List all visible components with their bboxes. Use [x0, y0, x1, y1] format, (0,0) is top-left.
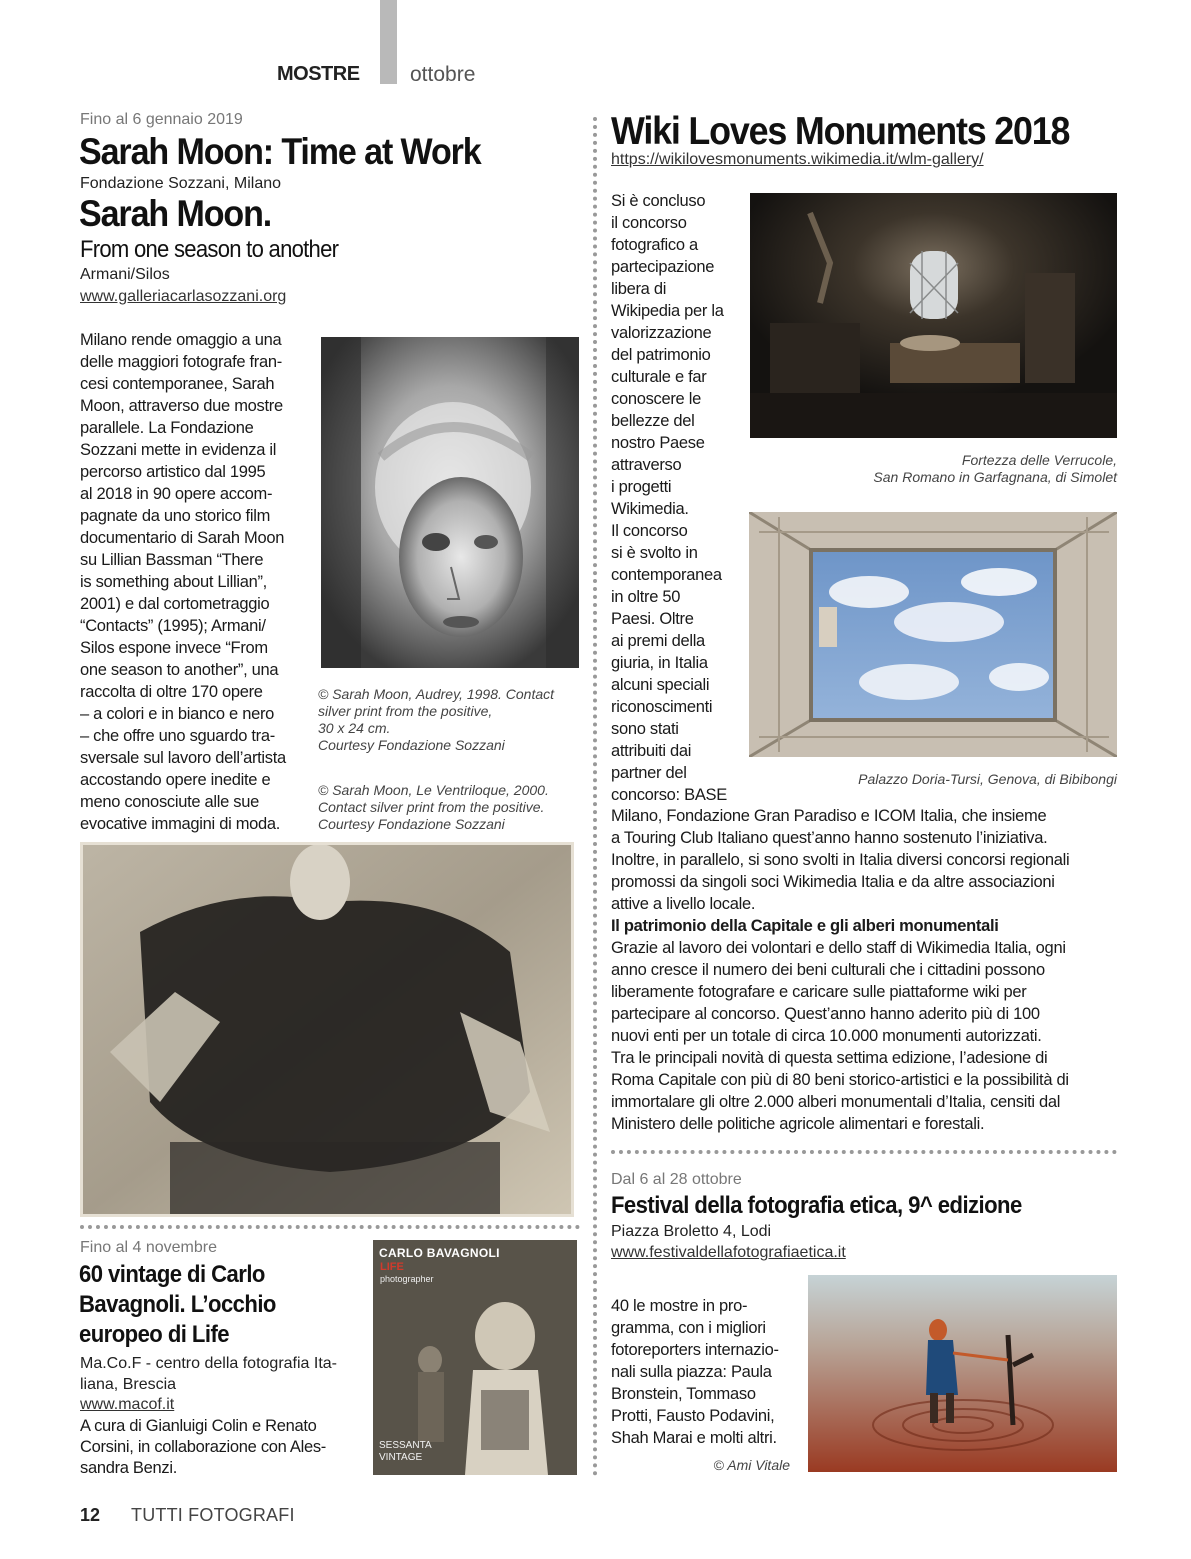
body-line: Grazie al lavoro dei volontari e dello staff di Wikimedia Italia, ogni — [611, 939, 1066, 957]
body-line: anno cresce il numero dei beni culturali che i cittadini possono — [611, 961, 1045, 979]
book-bottom2: VINTAGE — [379, 1452, 423, 1463]
body-line: accostando opere inedite e — [80, 771, 271, 789]
body-line: attraverso — [611, 456, 682, 474]
palazzo-caption: Palazzo Doria-Tursi, Genova, di Bibibongi — [858, 771, 1117, 787]
body-line: delle maggiori fotografe fran- — [80, 353, 282, 371]
book-bottom1: SESSANTA — [379, 1440, 432, 1451]
sarah-url-link[interactable]: www.galleriacarlasozzani.org — [80, 288, 287, 305]
body-line: Paesi. Oltre — [611, 610, 694, 628]
sarah-subtitle2: From one season to another — [80, 236, 339, 263]
bavagnoli-body — [80, 1416, 326, 1479]
body-line: Inoltre, in parallelo, si sono svolti in Italia diversi concorsi regionali — [611, 851, 1070, 869]
body-line: A cura di Gianluigi Colin e Renato — [80, 1417, 317, 1435]
caption-line: 30 x 24 cm. — [318, 720, 391, 736]
divider-vertical — [593, 117, 597, 1477]
body-line: conoscere le — [611, 390, 701, 408]
body-line: in oltre 50 — [611, 588, 681, 606]
body-line: – che offre uno sguardo tra- — [80, 727, 275, 745]
wiki-narrow-body — [611, 190, 746, 806]
body-line: “Contacts” (1995); Armani/ — [80, 617, 266, 635]
body-line: Sozzani mette in evidenza il — [80, 441, 277, 459]
venue-line: Ma.Co.F - centro della fotografia Ita- — [80, 1355, 337, 1372]
caption-line: Courtesy Fondazione Sozzani — [318, 816, 505, 832]
venue-line: liana, Brescia — [80, 1376, 177, 1393]
caption-line: Contact silver print from the positive. — [318, 799, 545, 815]
body-line: documentario di Sarah Moon — [80, 529, 285, 547]
body-line: Tra le principali novità di questa settima edizione, l’adesione di — [611, 1049, 1048, 1067]
body-line: partner del — [611, 764, 687, 782]
book-life: LIFE — [380, 1261, 404, 1273]
body-line: Silos espone invece “From — [80, 639, 268, 657]
caption-line: silver print from the positive, — [318, 703, 493, 719]
footer-page-number: 12 — [80, 1505, 101, 1525]
body-line: Milano rende omaggio a una — [80, 331, 282, 349]
bavagnoli-date: Fino al 4 novembre — [80, 1239, 217, 1256]
body-line: Corsini, in collaborazione con Ales- — [80, 1438, 326, 1456]
book-author: CARLO BAVAGNOLI — [379, 1246, 500, 1260]
fortezza-caption — [760, 452, 1117, 486]
body-line: sandra Benzi. — [80, 1459, 177, 1477]
body-line: one season to another”, una — [80, 661, 279, 679]
sarah-title: Sarah Moon: Time at Work — [79, 131, 481, 172]
header-section: MOSTRE — [277, 63, 360, 85]
festival-venue: Piazza Broletto 4, Lodi — [611, 1223, 772, 1240]
body-line: sversale sul lavoro dell’artista — [80, 749, 286, 767]
body-line: contemporanea — [611, 566, 722, 584]
body-line: Moon, attraverso due mostre — [80, 397, 283, 415]
divider-right — [611, 1150, 1117, 1154]
body-line: nostro Paese — [611, 434, 705, 452]
body-line: parallele. La Fondazione — [80, 419, 254, 437]
body-line: Roma Capitale con più di 80 beni storico-artistici e la possibilità di — [611, 1071, 1069, 1089]
audrey-caption — [318, 686, 583, 754]
body-line: immortalare gli oltre 2.000 alberi monumentali d’Italia, censiti dal — [611, 1093, 1061, 1111]
ventriloque-caption — [318, 782, 583, 833]
caption-line: San Romano in Garfagnana, di Simolet — [873, 469, 1117, 485]
sarah-date: Fino al 6 gennaio 2019 — [80, 111, 243, 128]
body-line: cesi contemporanee, Sarah — [80, 375, 275, 393]
body-line: liberamente fotografare e caricare sulle piattaforme wiki per — [611, 983, 1027, 1001]
body-line: del patrimonio — [611, 346, 711, 364]
body-line: il concorso — [611, 214, 687, 232]
sarah-title2: Sarah Moon. — [79, 193, 272, 234]
body-line: 2001) e dal cortometraggio — [80, 595, 270, 613]
body-line: al 2018 in 90 opere accom- — [80, 485, 273, 503]
body-line: giuria, in Italia — [611, 654, 708, 672]
body-line: nuovi enti per un totale di circa 10.000 monumenti autorizzati. — [611, 1027, 1042, 1045]
body-line: raccolta di oltre 170 opere — [80, 683, 263, 701]
caption-line: Courtesy Fondazione Sozzani — [318, 737, 505, 753]
festival-photo — [808, 1275, 1117, 1472]
body-line: Milano, Fondazione Gran Paradiso e ICOM Italia, che insieme — [611, 807, 1047, 825]
body-line: ai premi della — [611, 632, 705, 650]
body-line: a Touring Club Italiano quest’anno hanno sostenuto l’iniziativa. — [611, 829, 1048, 847]
body-line: 40 le mostre in pro- — [611, 1297, 748, 1315]
body-line: Ministero delle politiche agricole alimentari e forestali. — [611, 1115, 985, 1133]
body-line: Il concorso — [611, 522, 688, 540]
audrey-photo — [321, 337, 579, 668]
body-line: percorso artistico dal 1995 — [80, 463, 266, 481]
fortezza-photo — [750, 193, 1117, 438]
sarah-venue1: Fondazione Sozzani, Milano — [80, 175, 282, 192]
body-line: Protti, Fausto Podavini, — [611, 1407, 775, 1425]
title-line: europeo di Life — [79, 1321, 229, 1348]
wiki-wide-body — [611, 805, 1131, 1135]
caption-line: © Sarah Moon, Audrey, 1998. Contact — [318, 686, 555, 702]
wiki-subheading: Il patrimonio della Capitale e gli alberi monumentali — [611, 917, 999, 935]
body-line: promossi da singoli soci Wikimedia Italia e da altre associazioni — [611, 873, 1055, 891]
body-line: i progetti — [611, 478, 672, 496]
body-line: pagnate da uno storico film — [80, 507, 271, 525]
body-line: Wikimedia. — [611, 500, 689, 518]
body-line: partecipare al concorso. Quest’anno hanno aderito più di 100 — [611, 1005, 1040, 1023]
header-bar — [380, 0, 397, 84]
body-line: culturale e far — [611, 368, 707, 386]
body-line: attribuiti dai — [611, 742, 692, 760]
body-line: riconoscimenti — [611, 698, 713, 716]
caption-line: © Sarah Moon, Le Ventriloque, 2000. — [318, 782, 549, 798]
body-line: partecipazione — [611, 258, 715, 276]
body-line: is something about Lillian”, — [80, 573, 267, 591]
body-line: meno conosciute alle sue — [80, 793, 259, 811]
body-line: attive a livello locale. — [611, 895, 756, 913]
divider-left — [80, 1225, 580, 1229]
body-line: si è svolto in — [611, 544, 698, 562]
body-line: Bronstein, Tommaso — [611, 1385, 756, 1403]
festival-url-link[interactable]: www.festivaldellafotografiaetica.it — [611, 1244, 846, 1261]
palazzo-photo — [749, 512, 1117, 757]
body-line: Wikipedia per la — [611, 302, 724, 320]
body-line: Shah Marai e molti altri. — [611, 1429, 777, 1447]
title-line: 60 vintage di Carlo — [79, 1261, 265, 1288]
festival-credit: © Ami Vitale — [713, 1457, 790, 1473]
title-line: Bavagnoli. L’occhio — [79, 1291, 276, 1318]
body-line: sono stati — [611, 720, 679, 738]
sarah-body — [80, 329, 320, 835]
festival-title: Festival della fotografia etica, 9^ edizione — [611, 1192, 1022, 1219]
footer-magazine: TUTTI FOTOGRAFI — [131, 1505, 295, 1525]
wiki-title: Wiki Loves Monuments 2018 — [611, 110, 1070, 153]
body-line: fotografico a — [611, 236, 698, 254]
body-line: nali sulla piazza: Paula — [611, 1363, 772, 1381]
body-line: bellezze del — [611, 412, 695, 430]
body-line: su Lillian Bassman “There — [80, 551, 264, 569]
book-photographer: photographer — [380, 1274, 434, 1284]
body-line: alcuni speciali — [611, 676, 710, 694]
festival-date: Dal 6 al 28 ottobre — [611, 1171, 742, 1188]
header-month: ottobre — [410, 63, 476, 86]
festival-body — [611, 1295, 801, 1449]
book-cover — [373, 1240, 577, 1475]
body-line: fotoreporters internazio- — [611, 1341, 779, 1359]
body-line: gramma, con i migliori — [611, 1319, 766, 1337]
body-line: valorizzazione — [611, 324, 712, 342]
bavagnoli-url-link[interactable]: www.macof.it — [80, 1396, 175, 1413]
ventriloque-photo — [80, 842, 574, 1217]
body-line: concorso: BASE — [611, 786, 727, 804]
body-line: evocative immagini di moda. — [80, 815, 281, 833]
sarah-venue2: Armani/Silos — [80, 266, 170, 283]
body-line: Si è concluso — [611, 192, 706, 210]
wiki-url-link[interactable]: https://wikilovesmonuments.wikimedia.it/wlm-gallery/ — [611, 151, 984, 168]
body-line: libera di — [611, 280, 667, 298]
bavagnoli-venue — [80, 1353, 337, 1395]
body-line: – a colori e in bianco e nero — [80, 705, 275, 723]
caption-line: Fortezza delle Verrucole, — [961, 452, 1117, 468]
bavagnoli-title — [79, 1260, 276, 1350]
